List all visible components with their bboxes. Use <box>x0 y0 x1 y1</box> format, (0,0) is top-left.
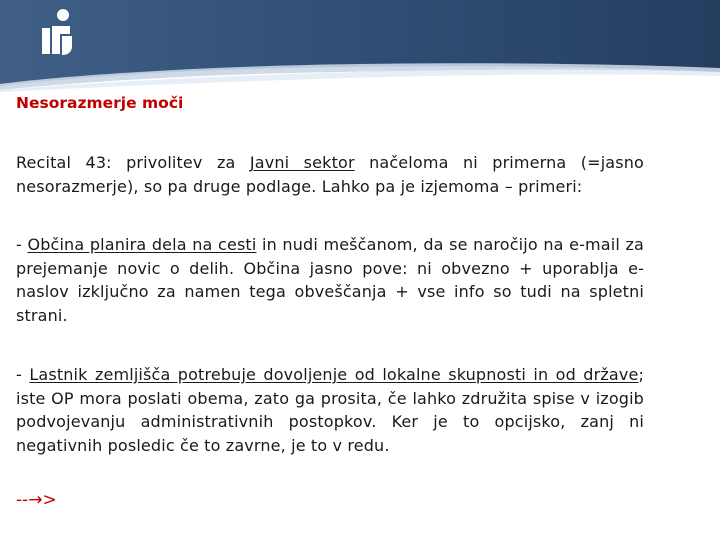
header-band <box>0 0 720 92</box>
slide-title: Nesorazmerje moči <box>16 94 184 112</box>
underlined-text: Lastnik zemljišča potrebuje dovoljenje od lokalne skupnosti in od države <box>29 365 639 384</box>
text-span: - <box>16 365 30 384</box>
text-span: ; iste OP mora poslati obema, zato ga prosita, če lahko združita spise v izogib podvojevanju administrativnih postopkov. Ker je to opcijsko, zanj ni negativnih posledic če to zavrne, je to v redu. <box>16 365 644 455</box>
text-span: načeloma ni primerna (=jasno nesorazmerje), so pa druge podlage. Lahko pa je izjemoma – primeri: <box>16 153 644 196</box>
paragraph-recital-43 <box>16 151 644 198</box>
paragraph-example-landowner <box>16 363 644 457</box>
text-span: - <box>16 235 28 254</box>
person-at-desk-logo-icon <box>38 8 78 60</box>
arrow-next-indicator: --→> <box>16 490 57 510</box>
underlined-text: Občina planira dela na cesti <box>27 235 257 254</box>
text-span: in nudi meščanom, da se naročijo na e-mail za prejemanje novic o delih. Občina jasno pove: ni obvezno + uporablja e-naslov izključno za namen tega obveščanja + vse info so tudi na spletni strani. <box>16 235 644 325</box>
text-span: Recital 43: privolitev za <box>16 153 250 172</box>
underlined-text: Javni sektor <box>249 153 355 172</box>
paragraph-example-municipality <box>16 233 644 327</box>
